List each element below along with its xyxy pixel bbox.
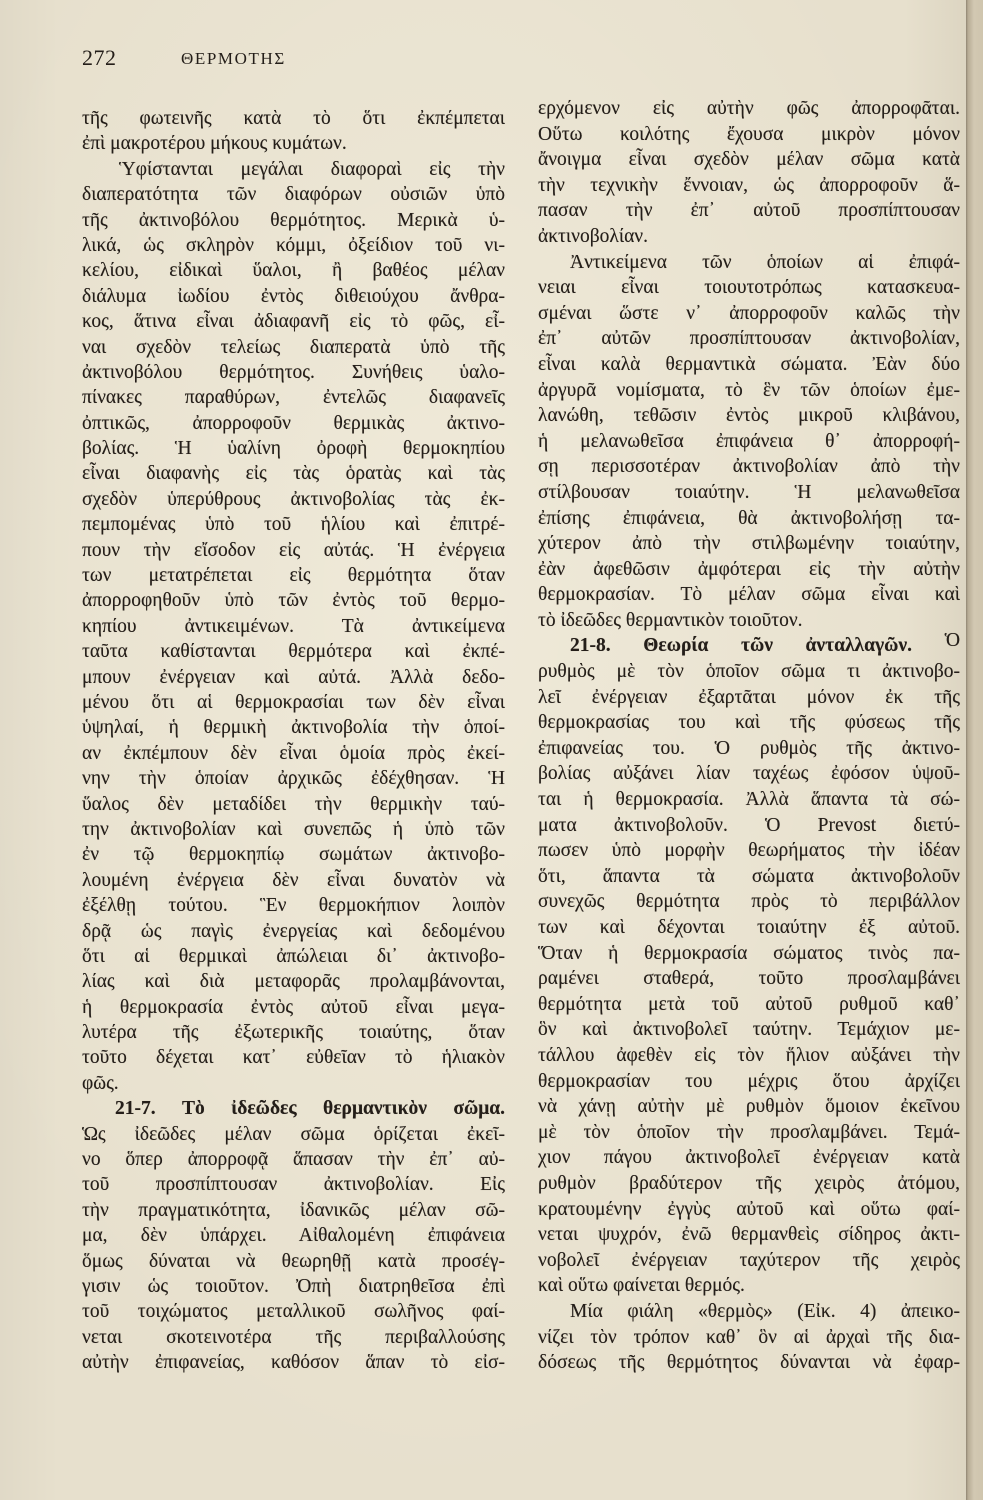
text-line: νειαι εἶναι τοιουτοτρόπως κατασκευα- (538, 277, 960, 299)
text-line: τὸ ἰδεῶδες θερμαντικὸν τοιοῦτον. (538, 609, 803, 631)
text-line: ρυθμὸν βραδύτερον τῆς χειρὸς ἀτόμου, (538, 1172, 960, 1194)
section-title: Τὸ ἰδεῶδες θερμαντικὸν σῶμα. (182, 1098, 506, 1120)
text-line: βολίας. Ἡ ὑαλίνη ὀροφὴ θερμοκηπίου (82, 438, 505, 460)
text-line: δρᾷ ὡς παγὶς ἐνεργείας καὶ δεδομένου (82, 920, 505, 942)
text-line: λίας καὶ διὰ μεταφορᾶς προλαμβάνονται, (82, 971, 505, 993)
left-column (82, 106, 505, 1376)
text-line: νεται ψυχρόν, ἐνῶ θερμανθεὶς σίδηρος ἀκτι- (538, 1224, 960, 1246)
text-line: πωσεν ὑπὸ μορφὴν θεωρήματος τὴν ἰδέαν (538, 840, 960, 862)
text-line: των μετατρέπεται εἰς θερμότητα ὅταν (82, 565, 505, 587)
text-line: ερχόμενον εἰς αὐτὴν φῶς ἀπορροφᾶται. (538, 98, 960, 119)
text-line: πασαν τὴν ἐπ᾽ αὐτοῦ προσπίπτουσαν (538, 200, 960, 222)
text-line: νίζει τὸν τρόπον καθ᾽ ὃν αἱ ἀρχαὶ τῆς δια- (538, 1326, 960, 1348)
text-line: τοῦτο δέχεται κατ᾽ εὐθεῖαν τὸ ἡλιακὸν (82, 1047, 505, 1069)
text-line: ἄνοιγμα εἶναι σχεδὸν μέλαν σῶμα κατὰ (538, 149, 960, 171)
text-line: τῆς ἀκτινοβόλου θερμότητος. Μερικὰ ὑ- (82, 209, 505, 231)
text-line: ὅτι, ἅπαντα τὰ σώματα ἀκτινοβολοῦν (538, 865, 960, 887)
text-line: τοῦ προσπίπτουσαν ἀκτινοβολίαν. Εἰς (82, 1174, 505, 1196)
text-line: τοῦ τοιχώματος μεταλλικοῦ σωλῆνος φαί- (82, 1301, 505, 1323)
text-line: ἡ μελανωθεῖσα ἐπιφάνεια θ᾽ ἀπορροφή- (538, 430, 960, 452)
text-line: θερμοκρασίας του καὶ τῆς φύσεως τῆς (538, 712, 960, 734)
text-line: Οὕτω κοιλότης ἔχουσα μικρὸν μόνον (538, 123, 960, 145)
text-line: τὴν πραγματικότητα, ἰδανικῶς μέλαν σῶ- (82, 1199, 505, 1221)
section-heading-21-8 (538, 630, 961, 659)
text-line: μὲ τὸν ὁποῖον τὴν προσλαμβάνει. Τεμά- (538, 1121, 960, 1143)
text-line: νην τὴν ὁποίαν ἀρχικῶς ἐδέχθησαν. Ἡ (82, 768, 505, 790)
text-line: ρυθμὸς μὲ τὸν ὁποῖον σῶμα τι ἀκτινοβο- (538, 661, 960, 683)
section-number: 21-8. (570, 635, 611, 657)
paragraph-start-line: Ὑφίστανται μεγάλαι διαφοραὶ εἰς τὴν (119, 158, 505, 180)
text-line: ἡ θερμοκρασία ἐντὸς αὐτοῦ εἶναι μεγα- (82, 996, 505, 1018)
text-line: ὅμως δύναται νὰ θεωρηθῇ κατὰ προσέγ- (82, 1250, 505, 1272)
text-line: ραμένει σταθερά, τοῦτο προσλαμβάνει (538, 968, 960, 990)
text-line: χύτερον ἀπὸ τὴν στιλβωμένην τοιαύτην, (538, 533, 960, 555)
text-line: σμέναι ὥστε ν᾽ ἀπορροφοῦν καλῶς τὴν (538, 302, 960, 324)
page-number: 272 (82, 45, 117, 70)
section-heading-21-7 (82, 1096, 505, 1121)
text-line: θερμοκρασίαν του μέχρις ὅτου ἀρχίζει (538, 1070, 960, 1092)
text-line: Ὡς ἰδεῶδες μέλαν σῶμα ὁρίζεται ἐκεῖ- (82, 1123, 505, 1145)
text-line: ὅτι αἱ θερμικαὶ ἀπώλειαι δι᾽ ἀκτινοβο- (82, 945, 505, 967)
text-line: κηπίου ἀντικειμένων. Τὰ ἀντικείμενα (82, 615, 505, 637)
text-line: Ὅταν ἡ θερμοκρασία σώματος τινὸς πα- (538, 942, 960, 964)
text-line: τῆς φωτεινῆς κατὰ τὸ ὅτι ἐκπέμπεται (82, 108, 505, 129)
text-line: θερμότητα μετὰ τοῦ αὐτοῦ ρυθμοῦ καθ᾽ (538, 993, 960, 1015)
text-line: πίνακες παραθύρων, ἐντελῶς διαφανεῖς (82, 387, 505, 409)
text-line: ἐπὶ μακροτέρου μήκους κυμάτων. (82, 133, 347, 155)
text-line: βολίας αὐξάνει λίαν ταχέως ἐφόσον ὑψοῦ- (538, 763, 960, 785)
text-line: ὃν καὶ ἀκτινοβολεῖ ταύτην. Τεμάχιον με- (538, 1019, 960, 1041)
text-line: λουμένη ἐνέργεια δὲν εἶναι δυνατὸν νὰ (82, 869, 505, 891)
text-line: την ἀκτινοβολίαν καὶ συνεπῶς ἡ ὑπὸ τῶν (82, 818, 505, 840)
text-line: ἀπορροφηθοῦν ὑπὸ τῶν ἐντὸς τοῦ θερμο- (82, 590, 505, 612)
text-line: διαπερατότητα τῶν διαφόρων οὐσιῶν ὑπὸ (82, 184, 505, 206)
text-line: σῃ περισσοτέραν ἀκτινοβολίαν ἀπὸ τὴν (538, 456, 960, 478)
text-line: ὀπτικῶς, ἀπορροφοῦν θερμικὰς ἀκτινο- (82, 412, 505, 434)
text-line: ἐπίσης ἐπιφάνεια, θὰ ἀκτινοβολήσῃ τα- (538, 507, 960, 529)
text-line: κρατουμένην ἐγγὺς αὐτοῦ καὶ οὕτω φαί- (538, 1198, 960, 1220)
text-line: ἐν τῷ θερμοκηπίῳ σωμάτων ἀκτινοβο- (82, 844, 505, 866)
text-line: αν ἐκπέμπουν δὲν εἶναι ὁμοία πρὸς ἐκεί- (82, 742, 505, 764)
running-title: ΘΕΡΜΟΤΗΣ (181, 49, 286, 68)
text-line: ἀκτινοβολίαν. (538, 225, 648, 247)
text-line: ἐπ᾽ αὐτῶν προσπίπτουσαν ἀκτινοβολίαν, (538, 328, 960, 350)
text-line: ταῦτα καθίστανται θερμότερα καὶ ἐκπέ- (82, 641, 505, 663)
text-line: θερμοκρασίαν. Τὸ μέλαν σῶμα εἶναι καὶ (538, 584, 960, 606)
paragraph-start-line: Ἀντικείμενα τῶν ὁποίων αἱ ἐπιφά- (570, 251, 960, 273)
text-line: ὕαλος δὲν μεταδίδει τὴν θερμικὴν ταύ- (82, 793, 505, 815)
text-line: κος, ἅτινα εἶναι ἀδιαφανῆ εἰς τὸ φῶς, εἶ- (82, 311, 505, 333)
text-line: στίλβουσαν τοιαύτην. Ἡ μελανωθεῖσα (538, 481, 960, 503)
paragraph-start-line: Μία φιάλη «θερμὸς» (Εἰκ. 4) ἀπεικο- (570, 1300, 960, 1322)
text-line: σχεδὸν ὑπερύθρους ἀκτινοβολίας τὰς ἐκ- (82, 488, 505, 510)
text-line: των καὶ δέχονται τοιαύτην ἐξ αὐτοῦ. (538, 917, 960, 938)
text-line: μπουν ἐνέργειαν καὶ αὐτά. Ἀλλὰ δεδο- (82, 666, 505, 688)
text-line: νὰ χάνῃ αὐτὴν μὲ ρυθμὸν ὅμοιον ἐκεῖνου (538, 1096, 960, 1118)
text-line: αὐτὴν ἐπιφανείας, καθόσον ἅπαν τὸ εἰσ- (82, 1352, 505, 1374)
text-line: λικά, ὡς σκληρὸν κόμμι, ὀξείδιον τοῦ νι- (82, 234, 505, 256)
section-text-start: Ὁ (944, 630, 961, 652)
text-line: μα, δὲν ὑπάρχει. Αἰθαλομένη ἐπιφάνεια (82, 1225, 505, 1247)
text-line: διάλυμα ἰωδίου ἐντὸς διθειούχου ἄνθρα- (82, 285, 505, 307)
right-column (538, 96, 960, 1376)
text-line: φῶς. (82, 1072, 119, 1094)
text-line: ται ἡ θερμοκρασία. Ἀλλὰ ἅπαντα τὰ σώ- (538, 789, 960, 811)
text-line: ματα ἀκτινοβολοῦν. Ὁ Prevost διετύ- (538, 814, 960, 836)
text-line: λανώθη, τεθῶσιν ἐντὸς μικροῦ κλιβάνου, (538, 405, 960, 427)
text-line: πουν τὴν εἴσοδον εἰς αὐτάς. Ἡ ἐνέργεια (82, 539, 505, 561)
text-line: νοβολεῖ ἐνέργειαν ταχύτερον τῆς χειρὸς (538, 1249, 960, 1271)
text-line: εἶναι καλὰ θερμαντικὰ σώματα. Ἐὰν δύο (538, 353, 960, 375)
text-line: ἀργυρᾶ νομίσματα, τὸ ἓν τῶν ὁποίων ἐμε- (538, 379, 960, 401)
text-line: λεῖ ἐνέργειαν ἐξαρτᾶται μόνον ἐκ τῆς (538, 686, 960, 708)
text-line: λυτέρα τῆς ἐξωτερικῆς τοιαύτης, ὅταν (82, 1022, 505, 1044)
text-line: κελίου, εἰδικαὶ ὕαλοι, ἢ βαθέος μέλαν (82, 260, 505, 282)
text-line: γισιν ὡς τοιοῦτον. Ὀπὴ διατρηθεῖσα ἐπὶ (82, 1275, 505, 1297)
text-line: ἐὰν ἀφεθῶσιν ἀμφότεραι εἰς τὴν αὐτὴν (538, 558, 960, 580)
text-line: χιον πάγου ἀκτινοβολεῖ ἐνέργειαν κατὰ (538, 1147, 960, 1169)
text-line: ἐπιφανείας του. Ὁ ρυθμὸς τῆς ἀκτινο- (538, 737, 960, 759)
page-gutter-edge (966, 0, 983, 1500)
text-line: δόσεως τῆς θερμότητος δύνανται νὰ ἐφαρ- (538, 1352, 960, 1374)
text-line: καὶ οὕτω φαίνεται θερμός. (538, 1275, 745, 1297)
text-line: συνεχῶς θερμότητα πρὸς τὸ περιβάλλον (538, 891, 960, 913)
text-line: τὴν τεχνικὴν ἔννοιαν, ὡς ἀπορροφοῦν ἅ- (538, 174, 960, 196)
text-line: τάλλου ἀφεθὲν εἰς τὸν ἥλιον αὐξάνει τὴν (538, 1044, 960, 1066)
text-line: νεται σκοτεινοτέρα τῆς περιβαλλούσης (82, 1326, 505, 1348)
text-line: ὑψηλαί, ἡ θερμικὴ ἀκτινοβολία τὴν ὁποί- (82, 717, 505, 739)
text-line: ἐξέλθῃ τούτου. Ἓν θερμοκήπιον λοιπὸν (82, 895, 505, 917)
text-line: εἶναι διαφανὴς εἰς τὰς ὁρατὰς καὶ τὰς (82, 463, 505, 485)
text-line: νο ὅπερ ἀπορροφᾷ ἅπασαν τὴν ἐπ᾽ αὐ- (82, 1149, 505, 1171)
text-line: ἀκτινοβόλου θερμότητος. Συνήθεις ὑαλο- (82, 361, 505, 383)
section-title: Θεωρία τῶν ἀνταλλαγῶν. (643, 635, 912, 657)
text-line: μένου ὅτι αἱ θερμοκρασίαι των δὲν εἶναι (82, 691, 505, 713)
text-line: πεμπομένας ὑπὸ τοῦ ἡλίου καὶ ἐπιτρέ- (82, 514, 505, 536)
text-line: ναι σχεδὸν τελείως διαπερατὰ ὑπὸ τῆς (82, 336, 505, 358)
section-number: 21-7. (115, 1098, 156, 1120)
